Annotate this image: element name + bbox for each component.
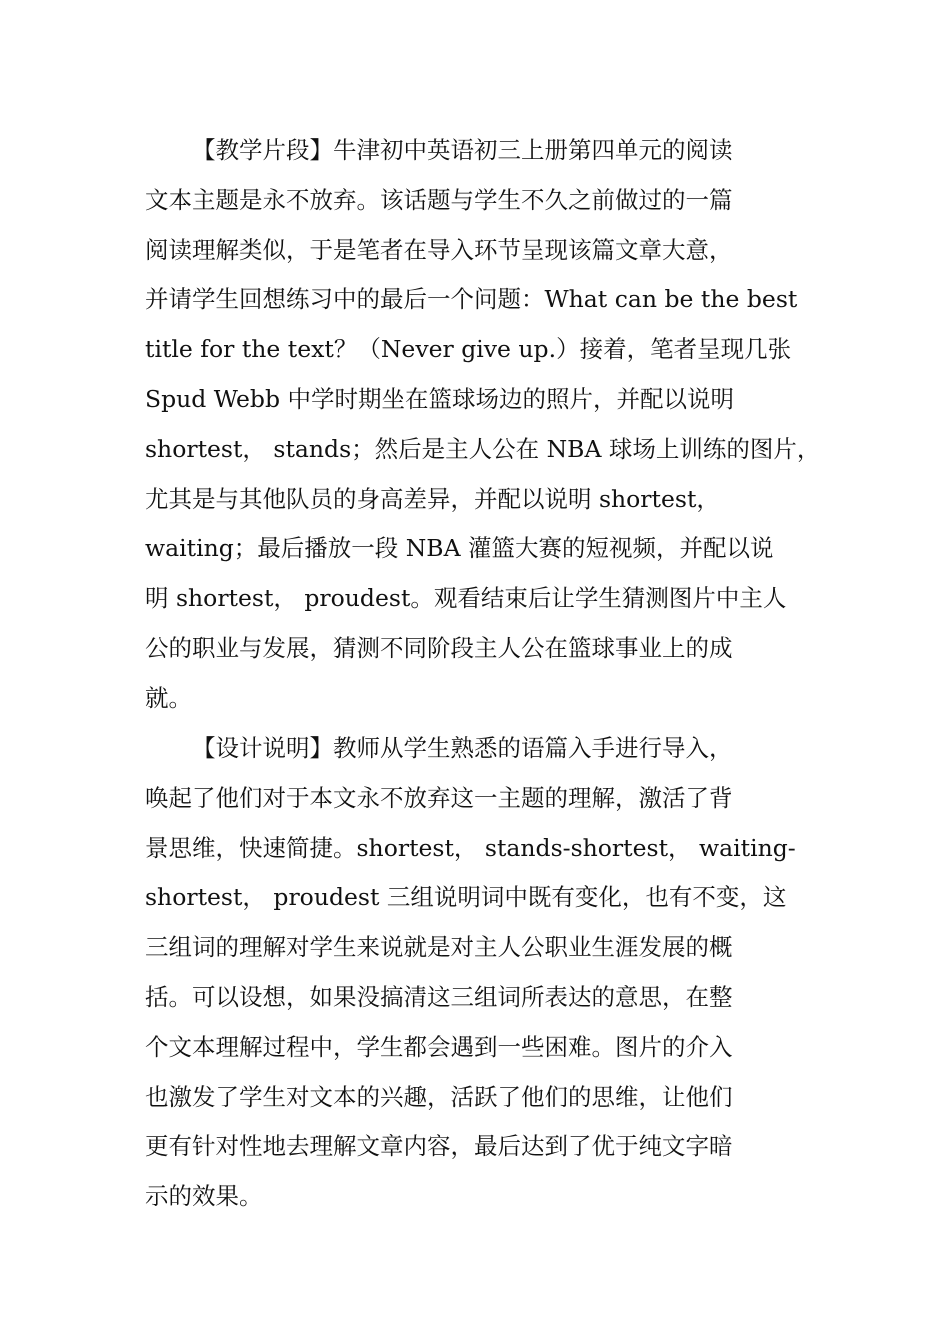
text-line: shortest， proudest 三组说明词中既有变化，也有不变，这 — [145, 883, 787, 912]
paragraph-teaching-segment — [145, 126, 821, 724]
text-line: 文本主题是永不放弃。该话题与学生不久之前做过的一篇 — [145, 185, 733, 214]
text-line: 就。 — [145, 683, 192, 712]
text-line: 也激发了学生对文本的兴趣，活跃了他们的思维，让他们 — [145, 1082, 733, 1111]
text-line: title for the text？（Never give up.）接着，笔者呈现几张 — [145, 335, 792, 364]
text-line: 更有针对性地去理解文章内容，最后达到了优于纯文字暗 — [145, 1132, 733, 1161]
text-line: 阅读理解类似，于是笔者在导入环节呈现该篇文章大意， — [145, 235, 733, 264]
text-line: 【设计说明】教师从学生熟悉的语篇入手进行导入， — [192, 734, 733, 762]
text-line: 唤起了他们对于本文永不放弃这一主题的理解，激活了背 — [145, 783, 733, 812]
text-line: 【教学片段】牛津初中英语初三上册第四单元的阅读 — [192, 136, 733, 164]
text-line: 明 shortest， proudest。观看结束后让学生猜测图片中主人 — [145, 584, 787, 613]
paragraph-design-notes — [145, 724, 815, 1222]
text-line: 三组词的理解对学生来说就是对主人公职业生涯发展的概 — [145, 933, 733, 962]
text-line: 并请学生回想练习中的最后一个问题：What can be the best — [145, 285, 798, 314]
text-line: 个文本理解过程中，学生都会遇到一些困难。图片的介入 — [145, 1032, 733, 1061]
text-line: Spud Webb 中学时期坐在篮球场边的照片，并配以说明 — [145, 384, 734, 413]
text-line: 尤其是与其他队员的身高差异，并配以说明 shortest， — [145, 484, 720, 513]
text-line: shortest， stands；然后是主人公在 NBA 球场上训练的图片， — [145, 434, 821, 463]
text-line: waiting；最后播放一段 NBA 灌篮大赛的短视频，并配以说 — [145, 534, 774, 563]
text-line: 公的职业与发展，猜测不同阶段主人公在篮球事业上的成 — [145, 633, 733, 662]
text-line: 景思维，快速简捷。shortest， stands-shortest， waiting- — [145, 833, 796, 862]
text-line: 示的效果。 — [145, 1182, 263, 1211]
text-line: 括。可以设想，如果没搞清这三组词所表达的意思，在整 — [145, 982, 733, 1011]
